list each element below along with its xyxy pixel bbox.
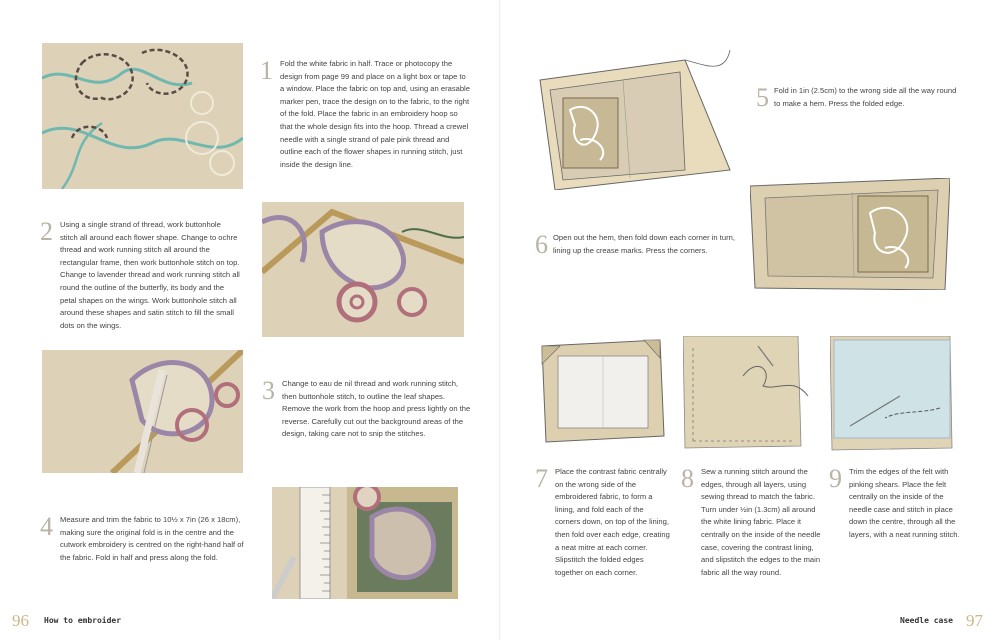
- step-2: [40, 219, 240, 332]
- step-text: Trim the edges of the felt with pinking shears. Place the felt centrally on the inside of the needle case and stitch in place down the centre, through all the layers, with a neat running stitch.: [849, 467, 960, 539]
- left-page-number: 96: [12, 611, 29, 630]
- step-9: [829, 466, 964, 542]
- step-number: 1: [260, 56, 273, 85]
- step-number: 2: [40, 217, 53, 246]
- illustration-fold-corners: [750, 178, 950, 290]
- page-gutter: [499, 0, 501, 640]
- step-number: 3: [262, 376, 275, 405]
- step-5: [756, 85, 961, 110]
- step-text: Change to eau de nil thread and work running stitch, then buttonhole stitch, to outline the leaf shapes. Remove the work from the hoop and press lightly on the reverse. Carefully cut out the background areas of the design, taking care not to snip the stitches.: [282, 379, 471, 439]
- step-text: Using a single strand of thread, work buttonhole stitch all around each flower shape. Change to ochre thread and work running stitch all around the rectangular frame, then work buttonhole stitch on top. Change to lavender thread and work running stitch all round the outline of the butterfly, its body and the petal shapes on the wings. Work buttonhole stitch all around these shapes and satin stitch to fill the small dots on the wings.: [60, 220, 240, 330]
- right-page-number: 97: [966, 611, 983, 630]
- step-7: [535, 466, 670, 579]
- illustration-buttonhole-stitch: [262, 202, 464, 337]
- illustration-fold-hem: [535, 40, 735, 190]
- step-1: [260, 58, 470, 171]
- step-text: Fold the white fabric in half. Trace or photocopy the design from page 99 and place on a light box or tape to a window. Place the fabric on top and, using an erasable marker pen, trace the design on to the fabric, to the right of the fold. Place the fabric in an embroidery hoop so that the whole design fits into the hoop. Thread a crewel needle with a single strand of pale pink thread and outline each of the flower shapes in running stitch, just inside the design line.: [280, 59, 470, 169]
- step-text: Sew a running stitch around the edges, through all layers, using sewing thread to match the fabric. Turn under ½in (1.3cm) all around the white lining fabric. Place it centrally on the inside of the needle case, covering the contrast lining, and slipstitch the edges to the main fabric all the way round.: [701, 467, 821, 577]
- step-text: Place the contrast fabric centrally on the wrong side of the embroidered fabric, to form a lining, and fold each of the corners down, on top of the lining, then fold over each edge, creating a neat mitre at each corner. Slipstitch the folded edges together on each corner.: [555, 467, 670, 577]
- right-running-title: Needle case: [900, 616, 953, 625]
- step-number: 9: [829, 464, 842, 493]
- step-8: [681, 466, 821, 579]
- illustration-felt-pages: [830, 336, 958, 454]
- step-number: 6: [535, 230, 548, 259]
- step-text: Open out the hem, then fold down each corner in turn, lining up the crease marks. Press the corners.: [553, 233, 735, 255]
- step-number: 5: [756, 83, 769, 112]
- step-6: [535, 232, 745, 257]
- step-number: 8: [681, 464, 694, 493]
- step-3: [262, 378, 474, 441]
- step-number: 7: [535, 464, 548, 493]
- step-number: 4: [40, 512, 53, 541]
- illustration-running-stitch: [683, 336, 811, 454]
- illustration-traced-design: [42, 43, 243, 189]
- illustration-cutting-fabric: [42, 350, 243, 473]
- step-text: Fold in 1in (2.5cm) to the wrong side all the way round to make a hem. Press the folded edge.: [774, 86, 957, 108]
- step-text: Measure and trim the fabric to 10½ x 7in (26 x 18cm), making sure the original fold is in the centre and the cutwork embroidery is centred on the right-hand half of the fabric. Fold in half and press along the fold.: [60, 515, 244, 562]
- left-running-title: How to embroider: [44, 616, 122, 625]
- step-4: [40, 514, 245, 564]
- illustration-contrast-lining: [540, 336, 666, 444]
- illustration-measuring-fabric: [272, 487, 458, 599]
